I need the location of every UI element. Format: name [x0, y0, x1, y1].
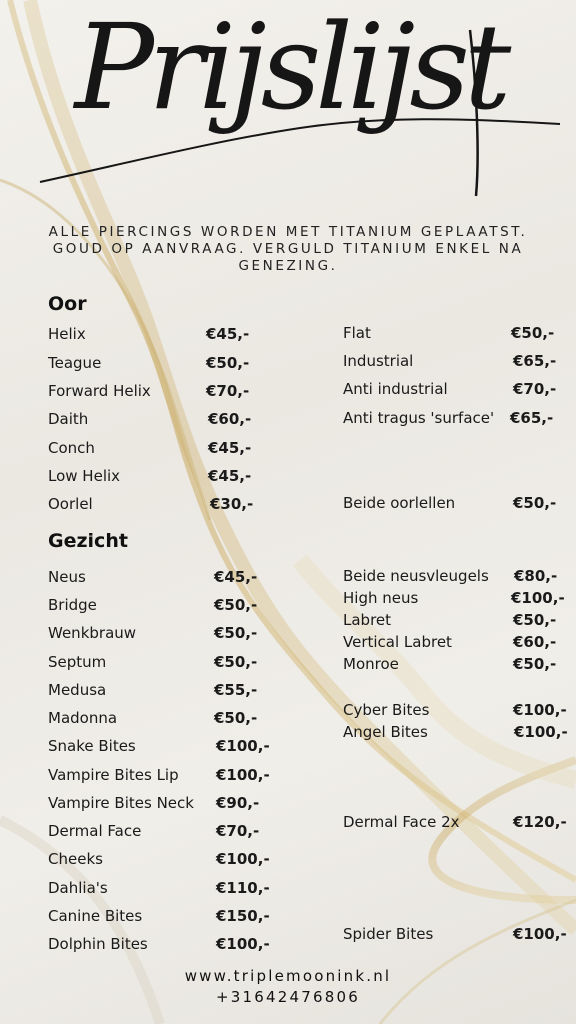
item-name: Vampire Bites Neck — [48, 794, 194, 812]
right-price-item — [343, 701, 573, 721]
item-name: Dermal Face 2x — [343, 813, 460, 831]
item-price: €70,- — [513, 380, 557, 398]
item-name: Dermal Face — [48, 822, 142, 840]
item-price: €55,- — [214, 681, 258, 699]
item-price: €50,- — [511, 324, 555, 342]
right-price-item — [343, 324, 573, 344]
item-price: €50,- — [513, 494, 557, 512]
left-price-item — [48, 596, 278, 616]
item-name: Septum — [48, 653, 107, 671]
item-price: €50,- — [214, 596, 258, 614]
left-price-item — [48, 737, 278, 757]
item-name: Snake Bites — [48, 737, 136, 755]
section-heading-oor: Oor — [48, 293, 87, 315]
item-name: Medusa — [48, 681, 107, 699]
right-price-item — [343, 813, 573, 833]
left-price-item — [48, 410, 278, 430]
item-price: €80,- — [514, 567, 558, 585]
item-price: €100,- — [216, 850, 270, 868]
item-price: €150,- — [216, 907, 270, 925]
left-price-item — [48, 766, 278, 786]
item-price: €65,- — [513, 352, 557, 370]
item-name: Teague — [48, 354, 102, 372]
left-price-item — [48, 794, 278, 814]
footer-website: www.triplemoonink.nl — [184, 967, 392, 985]
item-name: Industrial — [343, 352, 414, 370]
item-price: €50,- — [513, 655, 557, 673]
item-name: Oorlel — [48, 495, 93, 513]
left-price-item — [48, 382, 278, 402]
item-name: Cyber Bites — [343, 701, 430, 719]
item-name: Wenkbrauw — [48, 624, 137, 642]
left-price-item — [48, 850, 278, 870]
item-price: €50,- — [214, 624, 258, 642]
item-price: €50,- — [513, 611, 557, 629]
left-price-item — [48, 822, 278, 842]
section-heading-gezicht: Gezicht — [48, 530, 128, 552]
right-price-item — [343, 633, 573, 653]
item-name: Dolphin Bites — [48, 935, 148, 953]
item-price: €45,- — [208, 467, 252, 485]
item-price: €50,- — [206, 354, 250, 372]
left-price-item — [48, 907, 278, 927]
item-price: €70,- — [206, 382, 250, 400]
right-price-item — [343, 589, 573, 609]
item-name: Vampire Bites Lip — [48, 766, 179, 784]
right-price-item — [343, 723, 573, 743]
left-price-item — [48, 624, 278, 644]
item-name: Spider Bites — [343, 925, 434, 943]
item-price: €100,- — [216, 737, 270, 755]
item-price: €60,- — [513, 633, 557, 651]
right-price-item — [343, 380, 573, 400]
left-price-item — [48, 439, 278, 459]
right-price-item — [343, 925, 573, 945]
item-name: Conch — [48, 439, 95, 457]
left-price-item — [48, 495, 278, 515]
footer-phone: +31642476806 — [216, 988, 360, 1006]
item-name: Monroe — [343, 655, 399, 673]
item-name: Forward Helix — [48, 382, 151, 400]
item-price: €100,- — [511, 589, 565, 607]
item-price: €90,- — [216, 794, 260, 812]
left-price-item — [48, 467, 278, 487]
item-price: €100,- — [513, 925, 567, 943]
subtitle: ALLE PIERCINGS WORDEN MET TITANIUM GEPLAATST. GOUD OP AANVRAAG. VERGULD TITANIUM ENKEL NA GENEZING. — [48, 224, 528, 274]
page-title: Prijslijst — [74, 0, 506, 136]
left-price-item — [48, 709, 278, 729]
item-name: Low Helix — [48, 467, 121, 485]
item-name: Madonna — [48, 709, 118, 727]
item-price: €45,- — [208, 439, 252, 457]
item-price: €70,- — [216, 822, 260, 840]
item-name: Dahlia's — [48, 879, 108, 897]
right-price-item — [343, 611, 573, 631]
item-name: Bridge — [48, 596, 97, 614]
left-price-item — [48, 681, 278, 701]
item-price: €110,- — [216, 879, 270, 897]
item-price: €60,- — [208, 410, 252, 428]
item-price: €100,- — [216, 935, 270, 953]
item-price: €100,- — [513, 701, 567, 719]
item-name: Anti tragus 'surface' — [343, 409, 495, 427]
item-name: Daith — [48, 410, 89, 428]
item-name: Vertical Labret — [343, 633, 452, 651]
item-name: Neus — [48, 568, 86, 586]
item-name: Angel Bites — [343, 723, 428, 741]
item-name: Labret — [343, 611, 392, 629]
item-name: Beide neusvleugels — [343, 567, 489, 585]
item-price: €65,- — [510, 409, 554, 427]
item-name: Beide oorlellen — [343, 494, 456, 512]
item-price: €100,- — [514, 723, 568, 741]
item-price: €120,- — [513, 813, 567, 831]
item-name: Cheeks — [48, 850, 103, 868]
item-name: Anti industrial — [343, 380, 448, 398]
left-price-item — [48, 653, 278, 673]
item-price: €100,- — [216, 766, 270, 784]
right-price-item — [343, 567, 573, 587]
item-price: €30,- — [210, 495, 254, 513]
right-price-item — [343, 352, 573, 372]
right-price-item — [343, 655, 573, 675]
item-name: Flat — [343, 324, 371, 342]
right-price-item — [343, 494, 573, 514]
item-price: €50,- — [214, 709, 258, 727]
left-price-item — [48, 354, 278, 374]
item-name: Canine Bites — [48, 907, 143, 925]
item-name: Helix — [48, 325, 86, 343]
left-price-item — [48, 879, 278, 899]
left-price-item — [48, 935, 278, 955]
item-price: €50,- — [214, 653, 258, 671]
right-price-item — [343, 409, 573, 429]
item-price: €45,- — [206, 325, 250, 343]
item-price: €45,- — [214, 568, 258, 586]
left-price-item — [48, 568, 278, 588]
left-price-item — [48, 325, 278, 345]
item-name: High neus — [343, 589, 419, 607]
